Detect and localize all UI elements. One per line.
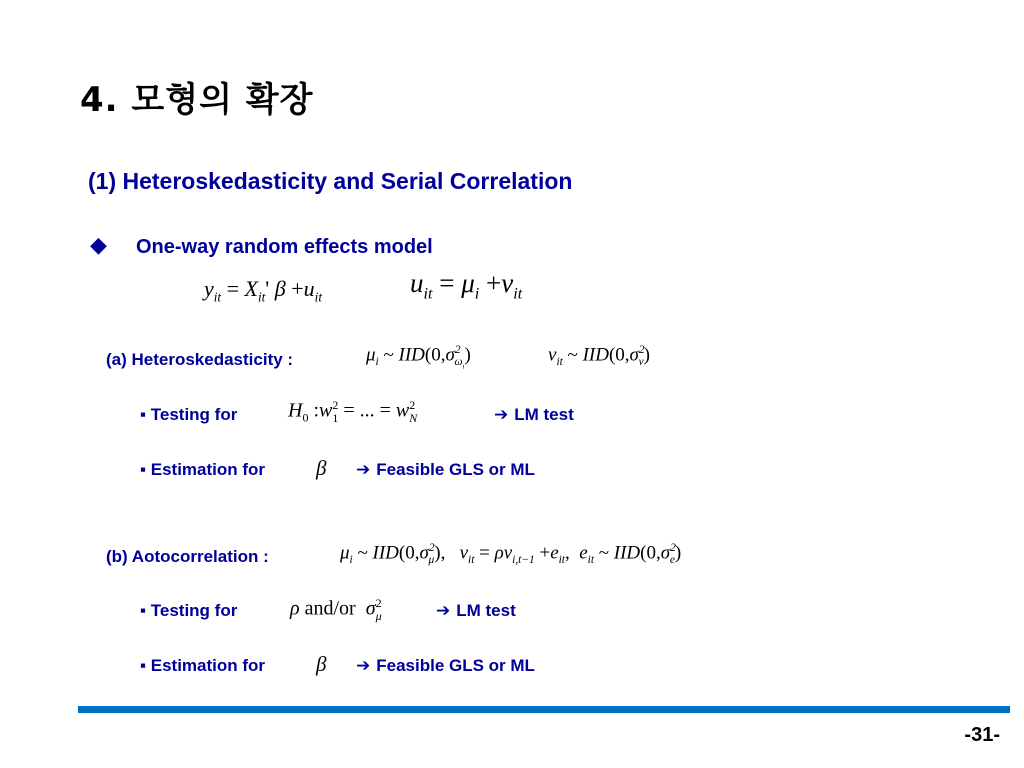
page-title: 4. 모형의 확장 [80, 80, 314, 120]
lm-test-result-b: ➔ LM test [436, 601, 516, 621]
footer-bar [78, 706, 1010, 713]
feasible-gls-result-a: ➔ Feasible GLS or ML [356, 460, 535, 480]
right-arrow-icon: ➔ [436, 601, 451, 621]
right-arrow-icon: ➔ [356, 656, 371, 676]
heteroskedasticity-nu-dist: $\nu_{it}$ ~ $IID(0,\sigma^2_\nu)$ [548, 344, 650, 369]
right-arrow-icon: ➔ [494, 405, 509, 425]
model-equation-u: $u_{it} = \mu_i +\nu_{it}$ [410, 268, 523, 303]
feasible-gls-result-b: ➔ Feasible GLS or ML [356, 656, 535, 676]
autocorrelation-equations: $\mu_i$ ~ $IID(0,\sigma^2_\mu)$, $\nu_{it} = \rho\nu_{i,t-1} +e_{it}$, $e_{it}$ ~ $IID(0,\sigma^2_e)$ [340, 542, 682, 567]
null-hypothesis-a: $H_0$ $:w^2_1$ = ... = $w^2_N$ [288, 398, 418, 425]
model-subheading: One-way random effects model [136, 236, 433, 258]
estimation-for-label-b: ▪ Estimation for [140, 656, 266, 675]
heteroskedasticity-mu-dist: $\mu_i$ ~ $IID(0,\sigma^2_{\omega_i})$ [366, 344, 471, 371]
testing-for-label-b: ▪ Testing for [140, 601, 238, 620]
beta-symbol-a: β [316, 456, 327, 480]
testing-for-label-a: ▪ Testing for [140, 405, 238, 424]
heteroskedasticity-label: (a) Heteroskedasticity : [106, 350, 294, 369]
model-equation-y: $y_{it} = X_{it}'$ $\beta +u_{it}$ [204, 276, 322, 305]
beta-symbol-b: β [316, 652, 327, 676]
autocorrelation-label: (b) Aotocorrelation : [106, 547, 269, 566]
and-or-text: and/or [304, 597, 356, 620]
section-heading: (1) Heteroskedasticity and Serial Correlation [88, 168, 573, 194]
diamond-bullet-icon: ◆ [90, 233, 107, 258]
right-arrow-icon: ➔ [356, 460, 371, 480]
page-number: -31- [964, 724, 1000, 746]
rho-sigma-test-b: ρ and/or $\sigma^2_\mu$ [290, 596, 382, 623]
estimation-for-label-a: ▪ Estimation for [140, 460, 266, 479]
lm-test-result-a: ➔ LM test [494, 405, 574, 425]
